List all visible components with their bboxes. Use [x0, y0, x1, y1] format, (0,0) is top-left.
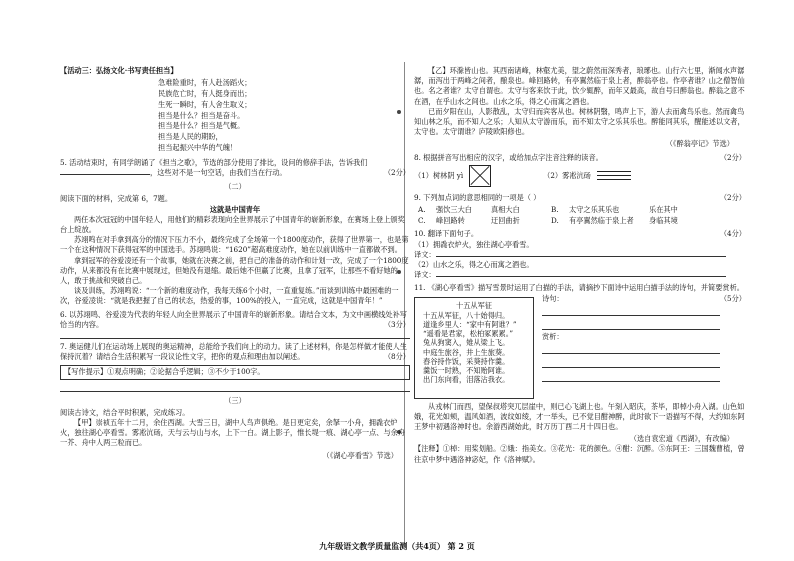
question-9 — [414, 193, 746, 203]
passage-yi-continued: 已而夕阳在山，人影散乱，太守归而宾客从也。树林阴翳，鸣声上下，游人去而禽鸟乐也。然而禽鸟知山林之乐，而不知人之乐；人知从太守游而乐，而不知太守之乐其乐也。醉能同其乐，醒能述以文者，太守也。太守谓谁？庐陵欧阳修也。 — [414, 106, 745, 137]
poem-box-title: 十五从军征 — [456, 300, 492, 310]
passage-yi: 【乙】环滁皆山也。其西南诸峰，林壑尤美，望之蔚然而深秀者，琅琊也。山行六七里，渐闻水声潺潺，而泻出于两峰之间者，酿泉也。峰回路转，有亭翼然临于泉上者，醉翁亭也。作亭者谁？山之僧智仙也。名之者谁？太守自谓也。太守与客来饮于此，饮少辄醉，而年又最高，故自号曰醉翁也。醉翁之意不在酒，在乎山水之间也。山水之乐，得之心而寓之酒也。 — [414, 66, 745, 106]
read-intro-3: 阅读古诗文，结合平时积累，完成练习。 — [60, 407, 190, 417]
question-5 — [60, 158, 410, 178]
q9-points: （2分） — [719, 192, 746, 202]
q11-points: （5分） — [719, 293, 746, 303]
q8-part-1: （1）树林阴 yì — [414, 170, 464, 180]
option-letter[interactable]: D. — [551, 216, 559, 226]
q9-options — [418, 205, 746, 226]
q10-translation-2 — [414, 270, 746, 280]
page-footer: 九年级语文教学质量监测（共4页） 第 2 页 — [319, 541, 475, 551]
option-text: 峰回路转 — [436, 216, 465, 226]
character-grid-box[interactable] — [469, 165, 491, 187]
writing-hint: 【写作提示】①观点明确；②论据合乎逻辑；③不少于100字。 — [60, 365, 410, 379]
q6-text: 6. 以苏翊鸣、谷爱凌为代表的年轻人向全世界展示了中国青年的崭新形象。请结合文本，为文中画横线处补写恰当的内容。 — [60, 309, 407, 329]
option-text: 乐在其中 — [649, 205, 678, 215]
poem-line: 担当是人民的期盼， — [158, 132, 223, 142]
article-paragraph: 苏翊鸣在对手拿到高分的情况下压力不小，最终完成了全场第一个1800度动作，获得了世界第一，也是第一个在这种情况下获得冠军的中国选手。苏翊鸣说：“1620”超高难度动作，她在以前训练中一直都做不到。 — [60, 235, 409, 255]
q10-translation-1 — [414, 250, 746, 260]
passage-jia: 【甲】崇祯五年十二月，余住西湖。大雪三日，湖中人鸟声俱绝。是日更定矣，余拏一小舟，拥毳衣炉火，独往湖心亭看雪。雾凇沆砀，天与云与山与水，上下一白。湖上影子，惟长堤一痕、湖心亭一点、与余舟一芥、舟中人两三粒而已。 — [60, 418, 406, 448]
right-column — [414, 66, 746, 536]
option-letter[interactable]: A. — [418, 205, 426, 215]
option-text: 有亭翼然临于泉上者 — [569, 216, 634, 226]
article-paragraph: 拿到冠军的谷爱凌还有一个故事，她就在决赛之前，把自己的准备的动作和计划一改，完成了一个1800度动作，从来都没有在比赛中展现过，但她没有退缩。最后她不但赢了比赛，且拿了冠军，让那些不看好她的人，敢于挑战和突破自己。 — [60, 255, 409, 286]
q5-text: 5. 活动结束时，有同学朗诵了《担当之歌》，节选的部分使用了排比，设问的修辞手法，告诉我们 — [60, 157, 368, 167]
translation-label: 译文： — [414, 249, 436, 259]
translation-blank[interactable] — [436, 276, 726, 277]
q8-points: （2分） — [719, 152, 746, 162]
q5-points: （2分） — [383, 167, 410, 177]
poem-box — [414, 297, 534, 399]
poem-box-line: 十五从军征，八十始得归。 — [423, 310, 510, 320]
section-2-heading: （二） — [224, 182, 246, 192]
read-intro: 阅读下面的材料，完成第 6，7题。 — [60, 194, 173, 204]
article-paragraph: 两任本次冠冠的中国年轻人，用他们的精彩表现向全世界展示了中国青年的崭新形象，在赛场上登上颁奖台上绽放。 — [60, 214, 405, 234]
article-paragraph: 谈及训练，苏翊鸣说：“一个新的难度动作，我每天练6个小时，一直重复练。”而谈到训练中最困难的一次，谷爱凌说：“就是我把握了自己的状态，热爱的事，100%的投入，一直完成，这就是中国青年！” — [60, 286, 399, 306]
answer-line[interactable] — [542, 304, 720, 316]
q6-points: （3分） — [383, 319, 410, 329]
q8-text: 8. 根据拼音写出相应的汉字，或给加点字注音注释的读音。 — [414, 152, 603, 162]
q10-sentence-2: （2）山水之乐，得之心而寓之酒也。 — [414, 260, 534, 270]
poem-block — [158, 78, 410, 154]
option-text: 迂回曲折 — [491, 216, 520, 226]
option-letter[interactable]: B. — [551, 205, 559, 215]
poem-line: 担当是什么？担当是气概。 — [158, 121, 245, 131]
poem-line: 担当起振兴中华的气魄！ — [158, 142, 238, 152]
poem-box-line: 舂谷持作饭，采葵持作羹。 — [423, 356, 510, 366]
option-text: 太守之乐其乐也 — [569, 205, 620, 215]
appreciation-label: 赏析： — [542, 331, 564, 341]
q7-points: （8分） — [383, 352, 410, 362]
left-column — [60, 66, 410, 536]
option-text: 身临其境 — [649, 216, 678, 226]
q11-text: 11. 《湖心亭看雪》描写雪景时运用了白描的手法，请摘抄下面诗中运用白描手法的诗句，并简要赏析。 — [414, 283, 744, 293]
question-7 — [60, 342, 410, 362]
poem-box-line: 兔从狗窦入，雉从梁上飞。 — [423, 338, 510, 348]
q5-blank[interactable] — [60, 174, 150, 175]
poem-box-line: 中庭生旅谷，井上生旅葵。 — [423, 347, 510, 357]
answer-line[interactable] — [60, 330, 410, 339]
poem-line: 生死一瞬时，有人舍生取义； — [158, 99, 252, 109]
q11-answer-area — [542, 294, 720, 402]
passage-yi-source: （《醉翁亭记》节选） — [665, 139, 734, 149]
question-11 — [414, 283, 746, 303]
option-letter[interactable]: C. — [418, 216, 426, 226]
answer-line[interactable] — [60, 383, 410, 392]
answer-line[interactable] — [542, 342, 720, 354]
q7-text: 7. 奥运健儿们在运动场上展现的奥运精神，总能给予我们向上的动力。读了上述材料，你是怎样做才能使人生保持沉着？请结合生活积累写一段议论性文字，把你的观点和理由加以阐述。 — [60, 342, 407, 362]
translation-label: 译文： — [414, 270, 436, 280]
passage-continued-source: （选自袁宏道《西湖》，有改编） — [629, 434, 734, 444]
q10-text: 10. 翻译下面句子。 — [414, 229, 479, 239]
pinyin-lines[interactable] — [597, 168, 631, 183]
passage-jia-source: （《湖心亭看雪》节选） — [322, 450, 398, 460]
q10-sentence-1: （1）拥毳衣炉火，独往湖心亭看雪。 — [414, 239, 534, 249]
answer-line[interactable] — [542, 318, 720, 330]
footnotes: 【注释】①棹：用桨划船。②娥：指美女。③花光：花的颜色。④酣：沉醉。⑤东阿王：三国魏曹植，曾往京中梦中遇洛神宓妃，作《洛神赋》。 — [414, 444, 745, 464]
poem-line: 担当是什么？担当是奋斗。 — [158, 110, 245, 120]
activity-title: 【活动三：弘扬文化·书写责任担当】 — [60, 66, 178, 75]
answer-line[interactable] — [542, 370, 720, 382]
poem-line-label: 诗句： — [542, 293, 564, 303]
option-text: 真相大白 — [491, 205, 520, 215]
q8-part-2: （2）雾凇沆砀 — [543, 170, 591, 180]
poem-box-line: 出门东向看，泪落沾我衣。 — [423, 375, 510, 385]
q9-text: 9. 下列加点词的意思相同的一项是（ ） — [414, 192, 541, 202]
q10-points: （4分） — [719, 229, 746, 239]
q8-answers — [414, 165, 746, 187]
option-text: 强饮三大白 — [436, 205, 472, 215]
passage-continued: 从戎林门而西，望保叔塔突兀层崖中，则已心飞湖上也。午刻入昭庆，茶毕，即棹小舟入湖。山色如娥，花光如颊，温风如酒，波纹如绫，才一举头，已不觉目酣神醉，此时欲下一语描写不得，大约如东阿王梦中初遇洛神时也。余游西湖始此，时万历丁酉二月十四日也。 — [414, 401, 745, 432]
section-3-heading: （三） — [224, 395, 246, 405]
question-8 — [414, 153, 746, 163]
q5-tail: ，这些对不是一句空话，由我们当在行动。 — [150, 167, 287, 177]
poem-line: 民族危亡时，有人挺身而出； — [158, 89, 252, 98]
translation-blank[interactable] — [436, 256, 726, 257]
poem-box-line: “遥看是君家，松柏冢累累。” — [423, 329, 514, 339]
q11-body — [414, 294, 720, 402]
question-10 — [414, 229, 746, 239]
question-6 — [60, 310, 410, 330]
article-title: 这就是中国青年 — [209, 204, 261, 214]
poem-box-line: 道逢乡里人：“家中有阿谁？” — [423, 320, 517, 330]
answer-line[interactable] — [542, 356, 720, 368]
poem-box-line: 羹饭一时熟，不知贻阿谁。 — [423, 366, 510, 376]
poem-line: 急难险重时，有人赴汤蹈火； — [158, 78, 252, 88]
